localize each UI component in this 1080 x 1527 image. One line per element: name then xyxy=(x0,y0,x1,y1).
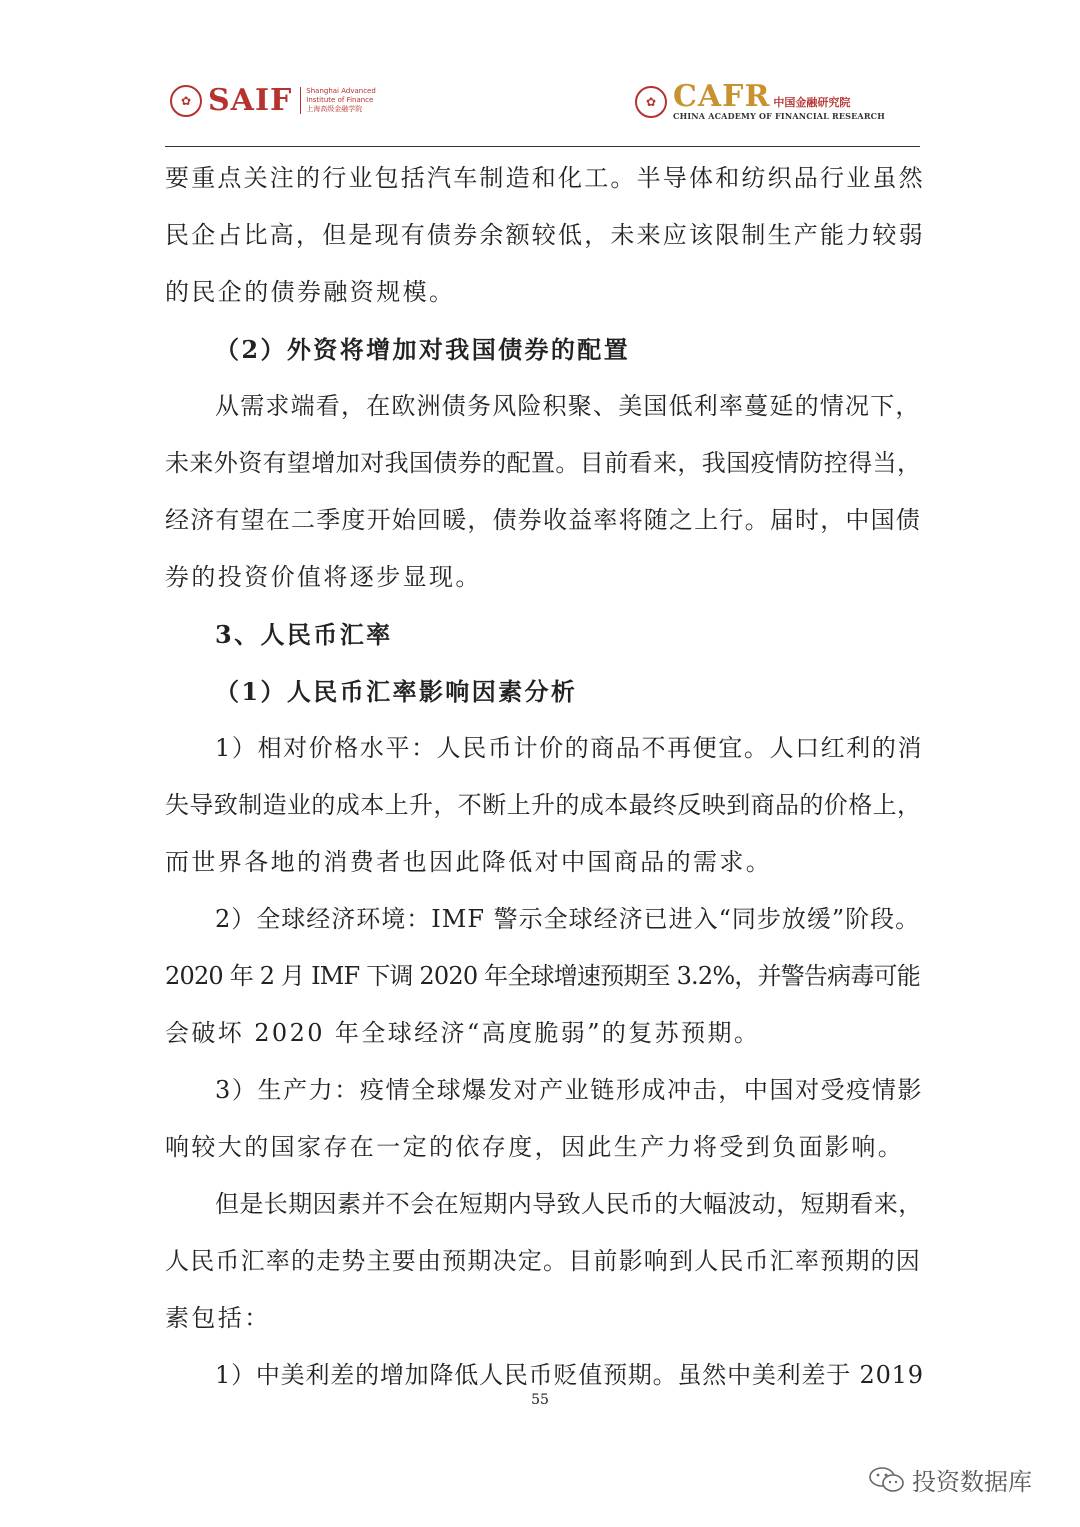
saif-sub-line-1: Shanghai Advanced xyxy=(306,87,376,95)
saif-logo-text: SAIF xyxy=(208,83,293,118)
cafr-logo-chinese: 中国金融研究院 xyxy=(773,96,851,109)
section-heading: 3、人民币汇率 xyxy=(215,620,393,649)
wechat-icon xyxy=(868,1466,906,1494)
paragraph-line: 1）相对价格水平：人民币计价的商品不再便宜。人口红利的消 xyxy=(215,734,924,762)
cafr-logo xyxy=(635,79,885,121)
paragraph-line: 2）全球经济环境：IMF 警示全球经济已进入“同步放缓”阶段。 xyxy=(215,905,921,933)
page-number: 55 xyxy=(531,1392,549,1408)
wechat-watermark xyxy=(868,1462,1032,1497)
paragraph-line: 1）中美利差的增加降低人民币贬值预期。虽然中美利差于 2019 xyxy=(215,1361,924,1389)
paragraph-line: 2020 年 2 月 IMF 下调 2020 年全球增速预期至 3.2%，并警告病毒可能 xyxy=(165,962,920,990)
cafr-logo-english: CHINA ACADEMY OF FINANCIAL RESEARCH xyxy=(673,111,885,121)
paragraph-line: 会破坏 2020 年全球经济“高度脆弱”的复苏预期。 xyxy=(165,1019,761,1047)
paragraph-line: 券的投资价值将逐步显现。 xyxy=(165,563,482,591)
university-seal-icon: ✿ xyxy=(635,86,667,118)
saif-logo xyxy=(170,83,376,118)
paragraph-line: 要重点关注的行业包括汽车制造和化工。半导体和纺织品行业虽然 xyxy=(165,164,925,192)
page-header xyxy=(165,78,920,150)
header-divider xyxy=(165,146,920,147)
paragraph-line: 从需求端看，在欧洲债务风险积聚、美国低利率蔓延的情况下， xyxy=(215,392,921,420)
university-seal-icon: ✿ xyxy=(170,85,202,117)
saif-logo-subtitle xyxy=(300,87,376,114)
paragraph-line: 素包括： xyxy=(165,1304,271,1332)
watermark-text: 投资数据库 xyxy=(912,1468,1032,1496)
saif-sub-line-3: 上海高级金融学院 xyxy=(306,105,363,113)
paragraph-line: 人民币汇率的走势主要由预期决定。目前影响到人民币汇率预期的因 xyxy=(165,1247,921,1275)
section-heading: （2）外资将增加对我国债券的配置 xyxy=(215,335,631,364)
paragraph-line: 经济有望在二季度开始回暖，债券收益率将随之上行。届时，中国债 xyxy=(165,506,921,534)
paragraph-line: 的民企的债券融资规模。 xyxy=(165,278,456,306)
paragraph-line: 而世界各地的消费者也因此降低对中国商品的需求。 xyxy=(165,848,773,876)
section-heading: （1）人民币汇率影响因素分析 xyxy=(215,677,578,706)
paragraph-line: 3）生产力：疫情全球爆发对产业链形成冲击，中国对受疫情影 xyxy=(215,1076,924,1104)
paragraph-line: 但是长期因素并不会在短期内导致人民币的大幅波动，短期看来， xyxy=(215,1190,923,1218)
paragraph-line: 失导致制造业的成本上升，不断上升的成本最终反映到商品的价格上， xyxy=(165,791,922,819)
document-body xyxy=(165,150,925,1404)
paragraph-line: 未来外资有望增加对我国债券的配置。目前看来，我国疫情防控得当， xyxy=(165,449,922,477)
paragraph-line: 响较大的国家存在一定的依存度，因此生产力将受到负面影响。 xyxy=(165,1133,905,1161)
saif-sub-line-2: Institute of Finance xyxy=(306,96,374,104)
paragraph-line: 民企占比高，但是现有债券余额较低，未来应该限制生产能力较弱 xyxy=(165,221,925,249)
cafr-logo-text: CAFR xyxy=(673,79,771,114)
